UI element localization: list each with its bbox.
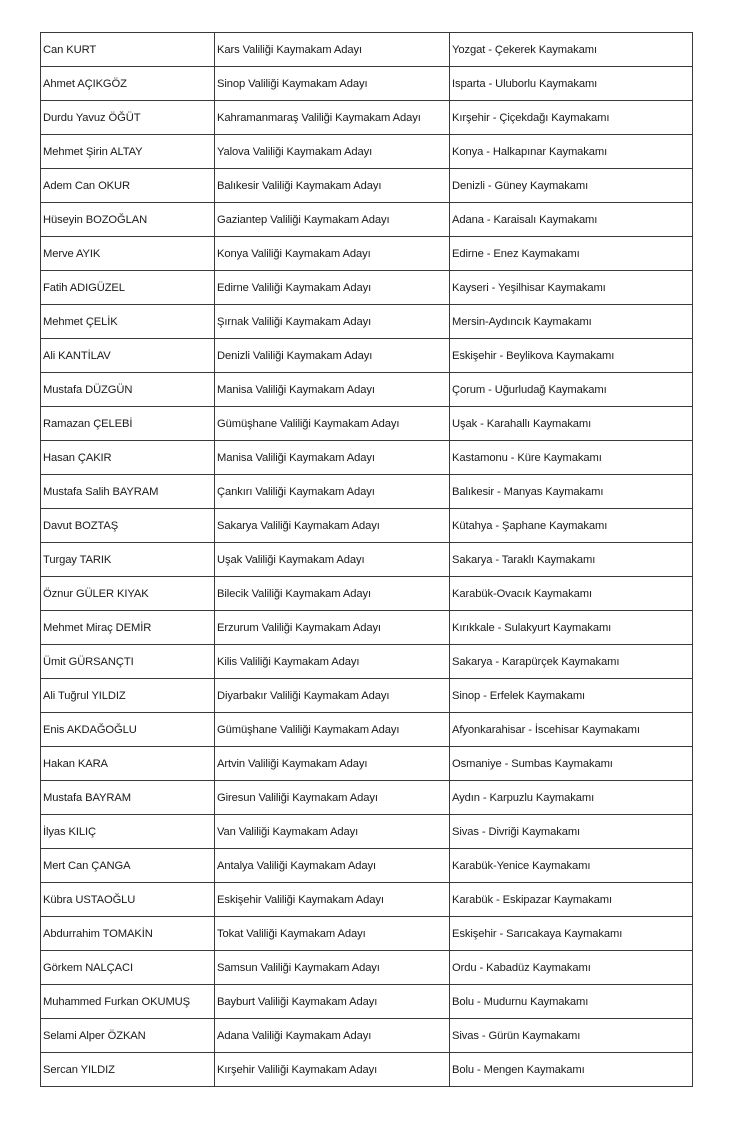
person-name-text: Mehmet ÇELİK — [43, 315, 118, 328]
person-name-text: Hakan KARA — [43, 757, 108, 770]
table-row — [41, 441, 693, 475]
table-row — [41, 101, 693, 135]
new-post-cell — [450, 407, 693, 441]
current-post-text: Gümüşhane Valiliği Kaymakam Adayı — [217, 417, 400, 430]
person-name-cell — [41, 373, 215, 407]
table-row — [41, 985, 693, 1019]
current-post-text: Eskişehir Valiliği Kaymakam Adayı — [217, 893, 384, 906]
new-post-cell — [450, 101, 693, 135]
person-name-text: Ümit GÜRSANÇTI — [43, 655, 134, 668]
table-row — [41, 1053, 693, 1087]
person-name-text: Mehmet Şirin ALTAY — [43, 145, 143, 158]
person-name-text: Adem Can OKUR — [43, 179, 130, 192]
new-post-text: Konya - Halkapınar Kaymakamı — [452, 145, 608, 158]
person-name-cell — [41, 237, 215, 271]
current-post-cell — [215, 849, 450, 883]
person-name-cell — [41, 985, 215, 1019]
person-name-text: Kübra USTAOĞLU — [43, 893, 136, 906]
new-post-cell — [450, 713, 693, 747]
current-post-text: Sinop Valiliği Kaymakam Adayı — [217, 77, 368, 90]
person-name-cell — [41, 781, 215, 815]
new-post-cell — [450, 135, 693, 169]
new-post-cell — [450, 271, 693, 305]
current-post-text: Kırşehir Valiliği Kaymakam Adayı — [217, 1063, 378, 1076]
new-post-cell — [450, 985, 693, 1019]
person-name-cell — [41, 577, 215, 611]
current-post-text: Samsun Valiliği Kaymakam Adayı — [217, 961, 380, 974]
person-name-text: Fatih ADIGÜZEL — [43, 281, 125, 294]
current-post-cell — [215, 407, 450, 441]
table-row — [41, 713, 693, 747]
current-post-cell — [215, 441, 450, 475]
person-name-cell — [41, 917, 215, 951]
new-post-text: Kütahya - Şaphane Kaymakamı — [452, 519, 608, 532]
new-post-cell — [450, 339, 693, 373]
person-name-text: Ramazan ÇELEBİ — [43, 417, 133, 430]
table-row — [41, 815, 693, 849]
current-post-cell — [215, 781, 450, 815]
current-post-cell — [215, 203, 450, 237]
current-post-text: Konya Valiliği Kaymakam Adayı — [217, 247, 371, 260]
person-name-cell — [41, 713, 215, 747]
table-row — [41, 645, 693, 679]
current-post-cell — [215, 611, 450, 645]
table-row — [41, 237, 693, 271]
table-row — [41, 577, 693, 611]
current-post-cell — [215, 815, 450, 849]
new-post-text: Sinop - Erfelek Kaymakamı — [452, 689, 586, 702]
current-post-cell — [215, 169, 450, 203]
current-post-cell — [215, 101, 450, 135]
current-post-cell — [215, 1053, 450, 1087]
current-post-text: Artvin Valiliği Kaymakam Adayı — [217, 757, 368, 770]
current-post-text: Bayburt Valiliği Kaymakam Adayı — [217, 995, 378, 1008]
current-post-text: Gaziantep Valiliği Kaymakam Adayı — [217, 213, 390, 226]
new-post-cell — [450, 543, 693, 577]
current-post-cell — [215, 577, 450, 611]
table-row — [41, 169, 693, 203]
current-post-cell — [215, 271, 450, 305]
new-post-text: Eskişehir - Sarıcakaya Kaymakamı — [452, 927, 623, 940]
new-post-text: Bolu - Mengen Kaymakamı — [452, 1063, 585, 1076]
current-post-text: Diyarbakır Valiliği Kaymakam Adayı — [217, 689, 390, 702]
person-name-text: Can KURT — [43, 43, 97, 56]
current-post-cell — [215, 509, 450, 543]
table-row — [41, 747, 693, 781]
person-name-cell — [41, 305, 215, 339]
person-name-text: Öznur GÜLER KIYAK — [43, 587, 149, 600]
new-post-cell — [450, 509, 693, 543]
current-post-cell — [215, 475, 450, 509]
person-name-cell — [41, 475, 215, 509]
person-name-cell — [41, 101, 215, 135]
current-post-text: Kilis Valiliği Kaymakam Adayı — [217, 655, 360, 668]
person-name-cell — [41, 883, 215, 917]
current-post-text: Antalya Valiliği Kaymakam Adayı — [217, 859, 376, 872]
person-name-cell — [41, 135, 215, 169]
current-post-cell — [215, 67, 450, 101]
person-name-cell — [41, 1053, 215, 1087]
current-post-text: Sakarya Valiliği Kaymakam Adayı — [217, 519, 380, 532]
current-post-text: Çankırı Valiliği Kaymakam Adayı — [217, 485, 375, 498]
person-name-text: Turgay TARIK — [43, 553, 112, 566]
current-post-text: Kahramanmaraş Valiliği Kaymakam Adayı — [217, 111, 421, 124]
new-post-text: Adana - Karaisalı Kaymakamı — [452, 213, 598, 226]
person-name-cell — [41, 169, 215, 203]
new-post-text: Sakarya - Karapürçek Kaymakamı — [452, 655, 620, 668]
new-post-cell — [450, 645, 693, 679]
current-post-text: Uşak Valiliği Kaymakam Adayı — [217, 553, 365, 566]
person-name-text: Mustafa DÜZGÜN — [43, 383, 133, 396]
person-name-text: Merve AYIK — [43, 247, 101, 260]
current-post-cell — [215, 305, 450, 339]
table-row — [41, 135, 693, 169]
current-post-cell — [215, 679, 450, 713]
person-name-cell — [41, 645, 215, 679]
current-post-cell — [215, 237, 450, 271]
person-name-text: Muhammed Furkan OKUMUŞ — [43, 995, 191, 1008]
table-row — [41, 67, 693, 101]
appointment-table-body — [41, 33, 693, 1087]
new-post-cell — [450, 951, 693, 985]
new-post-cell — [450, 373, 693, 407]
new-post-text: Kayseri - Yeşilhisar Kaymakamı — [452, 281, 606, 294]
new-post-cell — [450, 67, 693, 101]
new-post-text: Yozgat - Çekerek Kaymakamı — [452, 43, 597, 56]
person-name-cell — [41, 815, 215, 849]
person-name-cell — [41, 611, 215, 645]
person-name-text: Ali KANTİLAV — [43, 349, 111, 362]
new-post-text: Bolu - Mudurnu Kaymakamı — [452, 995, 589, 1008]
person-name-cell — [41, 509, 215, 543]
new-post-text: Isparta - Uluborlu Kaymakamı — [452, 77, 598, 90]
current-post-text: Gümüşhane Valiliği Kaymakam Adayı — [217, 723, 400, 736]
new-post-cell — [450, 441, 693, 475]
new-post-cell — [450, 577, 693, 611]
current-post-text: Manisa Valiliği Kaymakam Adayı — [217, 383, 375, 396]
current-post-cell — [215, 917, 450, 951]
current-post-cell — [215, 543, 450, 577]
table-row — [41, 305, 693, 339]
new-post-cell — [450, 1019, 693, 1053]
new-post-text: Uşak - Karahallı Kaymakamı — [452, 417, 592, 430]
new-post-text: Karabük - Eskipazar Kaymakamı — [452, 893, 613, 906]
current-post-text: Adana Valiliği Kaymakam Adayı — [217, 1029, 372, 1042]
person-name-text: Abdurrahim TOMAKİN — [43, 927, 153, 940]
person-name-text: Mustafa BAYRAM — [43, 791, 131, 804]
table-row — [41, 611, 693, 645]
current-post-text: Giresun Valiliği Kaymakam Adayı — [217, 791, 378, 804]
table-row — [41, 917, 693, 951]
new-post-cell — [450, 815, 693, 849]
person-name-text: Mustafa Salih BAYRAM — [43, 485, 159, 498]
person-name-cell — [41, 543, 215, 577]
current-post-text: Balıkesir Valiliği Kaymakam Adayı — [217, 179, 382, 192]
new-post-cell — [450, 917, 693, 951]
current-post-text: Tokat Valiliği Kaymakam Adayı — [217, 927, 366, 940]
person-name-text: Sercan YILDIZ — [43, 1063, 115, 1076]
new-post-cell — [450, 849, 693, 883]
new-post-cell — [450, 475, 693, 509]
person-name-text: Mehmet Miraç DEMİR — [43, 621, 152, 634]
new-post-cell — [450, 305, 693, 339]
new-post-text: Kırıkkale - Sulakyurt Kaymakamı — [452, 621, 612, 634]
person-name-text: Davut BOZTAŞ — [43, 519, 119, 532]
current-post-text: Kars Valiliği Kaymakam Adayı — [217, 43, 362, 56]
new-post-text: Balıkesir - Manyas Kaymakamı — [452, 485, 604, 498]
current-post-text: Van Valiliği Kaymakam Adayı — [217, 825, 359, 838]
person-name-text: Selami Alper ÖZKAN — [43, 1029, 146, 1042]
current-post-cell — [215, 883, 450, 917]
table-row — [41, 849, 693, 883]
new-post-cell — [450, 203, 693, 237]
appointment-table — [40, 32, 693, 1087]
person-name-cell — [41, 271, 215, 305]
new-post-cell — [450, 747, 693, 781]
person-name-cell — [41, 67, 215, 101]
new-post-text: Sivas - Gürün Kaymakamı — [452, 1029, 581, 1042]
new-post-text: Eskişehir - Beylikova Kaymakamı — [452, 349, 615, 362]
current-post-text: Şırnak Valiliği Kaymakam Adayı — [217, 315, 372, 328]
table-row — [41, 883, 693, 917]
person-name-text: Ahmet AÇIKGÖZ — [43, 77, 127, 90]
new-post-cell — [450, 237, 693, 271]
person-name-cell — [41, 203, 215, 237]
person-name-cell — [41, 339, 215, 373]
current-post-text: Bilecik Valiliği Kaymakam Adayı — [217, 587, 371, 600]
table-row — [41, 339, 693, 373]
current-post-cell — [215, 1019, 450, 1053]
person-name-cell — [41, 441, 215, 475]
new-post-text: Afyonkarahisar - İscehisar Kaymakamı — [452, 723, 640, 736]
current-post-cell — [215, 747, 450, 781]
current-post-cell — [215, 951, 450, 985]
table-row — [41, 271, 693, 305]
current-post-text: Denizli Valiliği Kaymakam Adayı — [217, 349, 373, 362]
table-row — [41, 679, 693, 713]
new-post-text: Edirne - Enez Kaymakamı — [452, 247, 580, 260]
table-row — [41, 781, 693, 815]
current-post-cell — [215, 373, 450, 407]
person-name-cell — [41, 679, 215, 713]
new-post-text: Çorum - Uğurludağ Kaymakamı — [452, 383, 607, 396]
table-row — [41, 1019, 693, 1053]
current-post-cell — [215, 339, 450, 373]
new-post-cell — [450, 611, 693, 645]
person-name-cell — [41, 1019, 215, 1053]
new-post-text: Ordu - Kabadüz Kaymakamı — [452, 961, 591, 974]
person-name-cell — [41, 849, 215, 883]
current-post-cell — [215, 985, 450, 1019]
table-row — [41, 475, 693, 509]
new-post-cell — [450, 781, 693, 815]
current-post-text: Edirne Valiliği Kaymakam Adayı — [217, 281, 372, 294]
person-name-text: Ali Tuğrul YILDIZ — [43, 689, 126, 702]
person-name-cell — [41, 747, 215, 781]
new-post-text: Osmaniye - Sumbas Kaymakamı — [452, 757, 613, 770]
table-row — [41, 33, 693, 67]
current-post-cell — [215, 713, 450, 747]
person-name-cell — [41, 407, 215, 441]
new-post-text: Sakarya - Taraklı Kaymakamı — [452, 553, 596, 566]
new-post-cell — [450, 1053, 693, 1087]
person-name-text: Hüseyin BOZOĞLAN — [43, 213, 148, 226]
current-post-text: Yalova Valiliği Kaymakam Adayı — [217, 145, 373, 158]
current-post-text: Erzurum Valiliği Kaymakam Adayı — [217, 621, 381, 634]
table-row — [41, 203, 693, 237]
new-post-text: Sivas - Divriği Kaymakamı — [452, 825, 581, 838]
person-name-text: Enis AKDAĞOĞLU — [43, 723, 137, 736]
new-post-text: Aydın - Karpuzlu Kaymakamı — [452, 791, 595, 804]
current-post-cell — [215, 645, 450, 679]
new-post-text: Karabük-Ovacık Kaymakamı — [452, 587, 592, 600]
new-post-text: Kastamonu - Küre Kaymakamı — [452, 451, 602, 464]
new-post-cell — [450, 33, 693, 67]
person-name-text: Görkem NALÇACI — [43, 961, 133, 974]
person-name-cell — [41, 951, 215, 985]
new-post-text: Denizli - Güney Kaymakamı — [452, 179, 589, 192]
person-name-cell — [41, 33, 215, 67]
new-post-text: Mersin-Aydıncık Kaymakamı — [452, 315, 592, 328]
table-row — [41, 951, 693, 985]
current-post-cell — [215, 135, 450, 169]
person-name-text: İlyas KILIÇ — [43, 825, 96, 838]
person-name-text: Hasan ÇAKIR — [43, 451, 112, 464]
new-post-text: Kırşehir - Çiçekdağı Kaymakamı — [452, 111, 610, 124]
current-post-cell — [215, 33, 450, 67]
new-post-cell — [450, 679, 693, 713]
new-post-cell — [450, 883, 693, 917]
person-name-text: Mert Can ÇANGA — [43, 859, 131, 872]
current-post-text: Manisa Valiliği Kaymakam Adayı — [217, 451, 375, 464]
table-row — [41, 373, 693, 407]
new-post-cell — [450, 169, 693, 203]
person-name-text: Durdu Yavuz ÖĞÜT — [43, 111, 141, 124]
new-post-text: Karabük-Yenice Kaymakamı — [452, 859, 591, 872]
table-row — [41, 509, 693, 543]
table-row — [41, 543, 693, 577]
table-row — [41, 407, 693, 441]
